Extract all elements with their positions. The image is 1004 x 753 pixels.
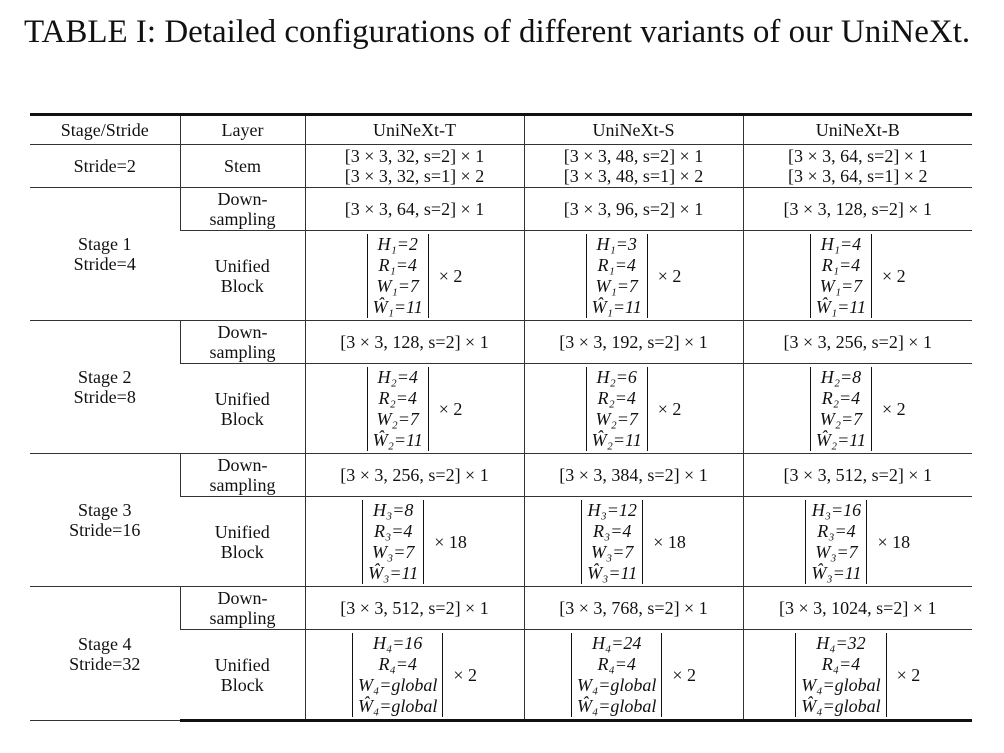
- repeat-count: × 2: [438, 265, 463, 286]
- stage-4-downsampling-b: [3 × 3, 1024, s=2] × 1: [743, 587, 972, 630]
- stage-1-downsampling-row: [30, 188, 972, 231]
- stage-4-block-s: [524, 630, 743, 721]
- stage-1-block-t: [305, 231, 524, 321]
- repeat-count: × 2: [896, 664, 921, 685]
- block-matrix: H₁=4 R₁=4 W₁=7 Ŵ₁=11: [810, 234, 872, 318]
- block-matrix: H₄=32 R₄=4 W₄=global Ŵ₄=global: [795, 633, 886, 717]
- block-matrix: H₂=4 R₂=4 W₂=7 Ŵ₂=11: [367, 367, 429, 451]
- repeat-count: × 2: [453, 664, 478, 685]
- unified-block-label: Unified Block: [180, 364, 305, 454]
- repeat-count: × 18: [653, 531, 686, 552]
- stem-stride: Stride=2: [30, 145, 180, 188]
- stage-2-block-s: [524, 364, 743, 454]
- stage-3-downsampling-b: [3 × 3, 512, s=2] × 1: [743, 454, 972, 497]
- header-uninext-t: UniNeXt-T: [305, 115, 524, 145]
- config-table: [30, 113, 972, 722]
- downsampling-label: Down- sampling: [180, 587, 305, 630]
- stage-2-downsampling-s: [3 × 3, 192, s=2] × 1: [524, 321, 743, 364]
- stage-3-downsampling-t: [3 × 3, 256, s=2] × 1: [305, 454, 524, 497]
- block-matrix: H₃=16 R₃=4 W₃=7 Ŵ₃=11: [805, 500, 867, 584]
- stage-3-downsampling-s: [3 × 3, 384, s=2] × 1: [524, 454, 743, 497]
- stage-3-label: Stage 3 Stride=16: [30, 454, 180, 587]
- stage-4-downsampling-s: [3 × 3, 768, s=2] × 1: [524, 587, 743, 630]
- repeat-count: × 2: [657, 265, 682, 286]
- header-uninext-b: UniNeXt-B: [743, 115, 972, 145]
- stage-2-downsampling-t: [3 × 3, 128, s=2] × 1: [305, 321, 524, 364]
- unified-block-label: Unified Block: [180, 231, 305, 321]
- header-layer: Layer: [180, 115, 305, 145]
- table-caption: TABLE I: Detailed configurations of different variants of our UniNeXt.: [24, 14, 971, 50]
- stage-1-downsampling-s: [3 × 3, 96, s=2] × 1: [524, 188, 743, 231]
- stage-2-block-b: [743, 364, 972, 454]
- repeat-count: × 18: [877, 531, 911, 552]
- stage-1-downsampling-t: [3 × 3, 64, s=2] × 1: [305, 188, 524, 231]
- stage-3-block-b: [743, 497, 972, 587]
- downsampling-label: Down- sampling: [180, 321, 305, 364]
- repeat-count: × 18: [434, 531, 467, 552]
- unified-block-label: Unified Block: [180, 497, 305, 587]
- stage-4-block-b: [743, 630, 972, 721]
- stage-3-downsampling-row: [30, 454, 972, 497]
- unified-block-label: Unified Block: [180, 630, 305, 721]
- block-matrix: H₁=2 R₁=4 W₁=7 Ŵ₁=11: [367, 234, 429, 318]
- block-matrix: H₄=24 R₄=4 W₄=global Ŵ₄=global: [571, 633, 662, 717]
- block-matrix: H₃=8 R₃=4 W₃=7 Ŵ₃=11: [362, 500, 424, 584]
- downsampling-label: Down- sampling: [180, 188, 305, 231]
- repeat-count: × 2: [657, 398, 682, 419]
- stage-1-block-b: [743, 231, 972, 321]
- stage-4-label: Stage 4 Stride=32: [30, 587, 180, 721]
- stem-layer: Stem: [180, 145, 305, 188]
- stage-2-block-t: [305, 364, 524, 454]
- stem-cell-t: [3 × 3, 32, s=2] × 1 [3 × 3, 32, s=1] × 2: [305, 145, 524, 188]
- stem-row: [30, 145, 972, 188]
- repeat-count: × 2: [881, 265, 906, 286]
- stage-1-downsampling-b: [3 × 3, 128, s=2] × 1: [743, 188, 972, 231]
- header-row: [30, 115, 972, 145]
- stage-3-block-s: [524, 497, 743, 587]
- stage-4-downsampling-t: [3 × 3, 512, s=2] × 1: [305, 587, 524, 630]
- repeat-count: × 2: [881, 398, 906, 419]
- stage-4-block-t: [305, 630, 524, 721]
- stem-cell-s: [3 × 3, 48, s=2] × 1 [3 × 3, 48, s=1] × 2: [524, 145, 743, 188]
- stage-1-block-s: [524, 231, 743, 321]
- downsampling-label: Down- sampling: [180, 454, 305, 497]
- repeat-count: × 2: [438, 398, 463, 419]
- stem-cell-b: [3 × 3, 64, s=2] × 1 [3 × 3, 64, s=1] × 2: [743, 145, 972, 188]
- header-uninext-s: UniNeXt-S: [524, 115, 743, 145]
- stage-1-label: Stage 1 Stride=4: [30, 188, 180, 321]
- header-stage-stride: Stage/Stride: [30, 115, 180, 145]
- repeat-count: × 2: [672, 664, 697, 685]
- block-matrix: H₂=6 R₂=4 W₂=7 Ŵ₂=11: [586, 367, 648, 451]
- block-matrix: H₃=12 R₃=4 W₃=7 Ŵ₃=11: [581, 500, 643, 584]
- stage-4-downsampling-row: [30, 587, 972, 630]
- stage-2-downsampling-b: [3 × 3, 256, s=2] × 1: [743, 321, 972, 364]
- block-matrix: H₂=8 R₂=4 W₂=7 Ŵ₂=11: [810, 367, 872, 451]
- stage-2-downsampling-row: [30, 321, 972, 364]
- block-matrix: H₄=16 R₄=4 W₄=global Ŵ₄=global: [352, 633, 443, 717]
- stage-2-label: Stage 2 Stride=8: [30, 321, 180, 454]
- stage-3-block-t: [305, 497, 524, 587]
- block-matrix: H₁=3 R₁=4 W₁=7 Ŵ₁=11: [586, 234, 648, 318]
